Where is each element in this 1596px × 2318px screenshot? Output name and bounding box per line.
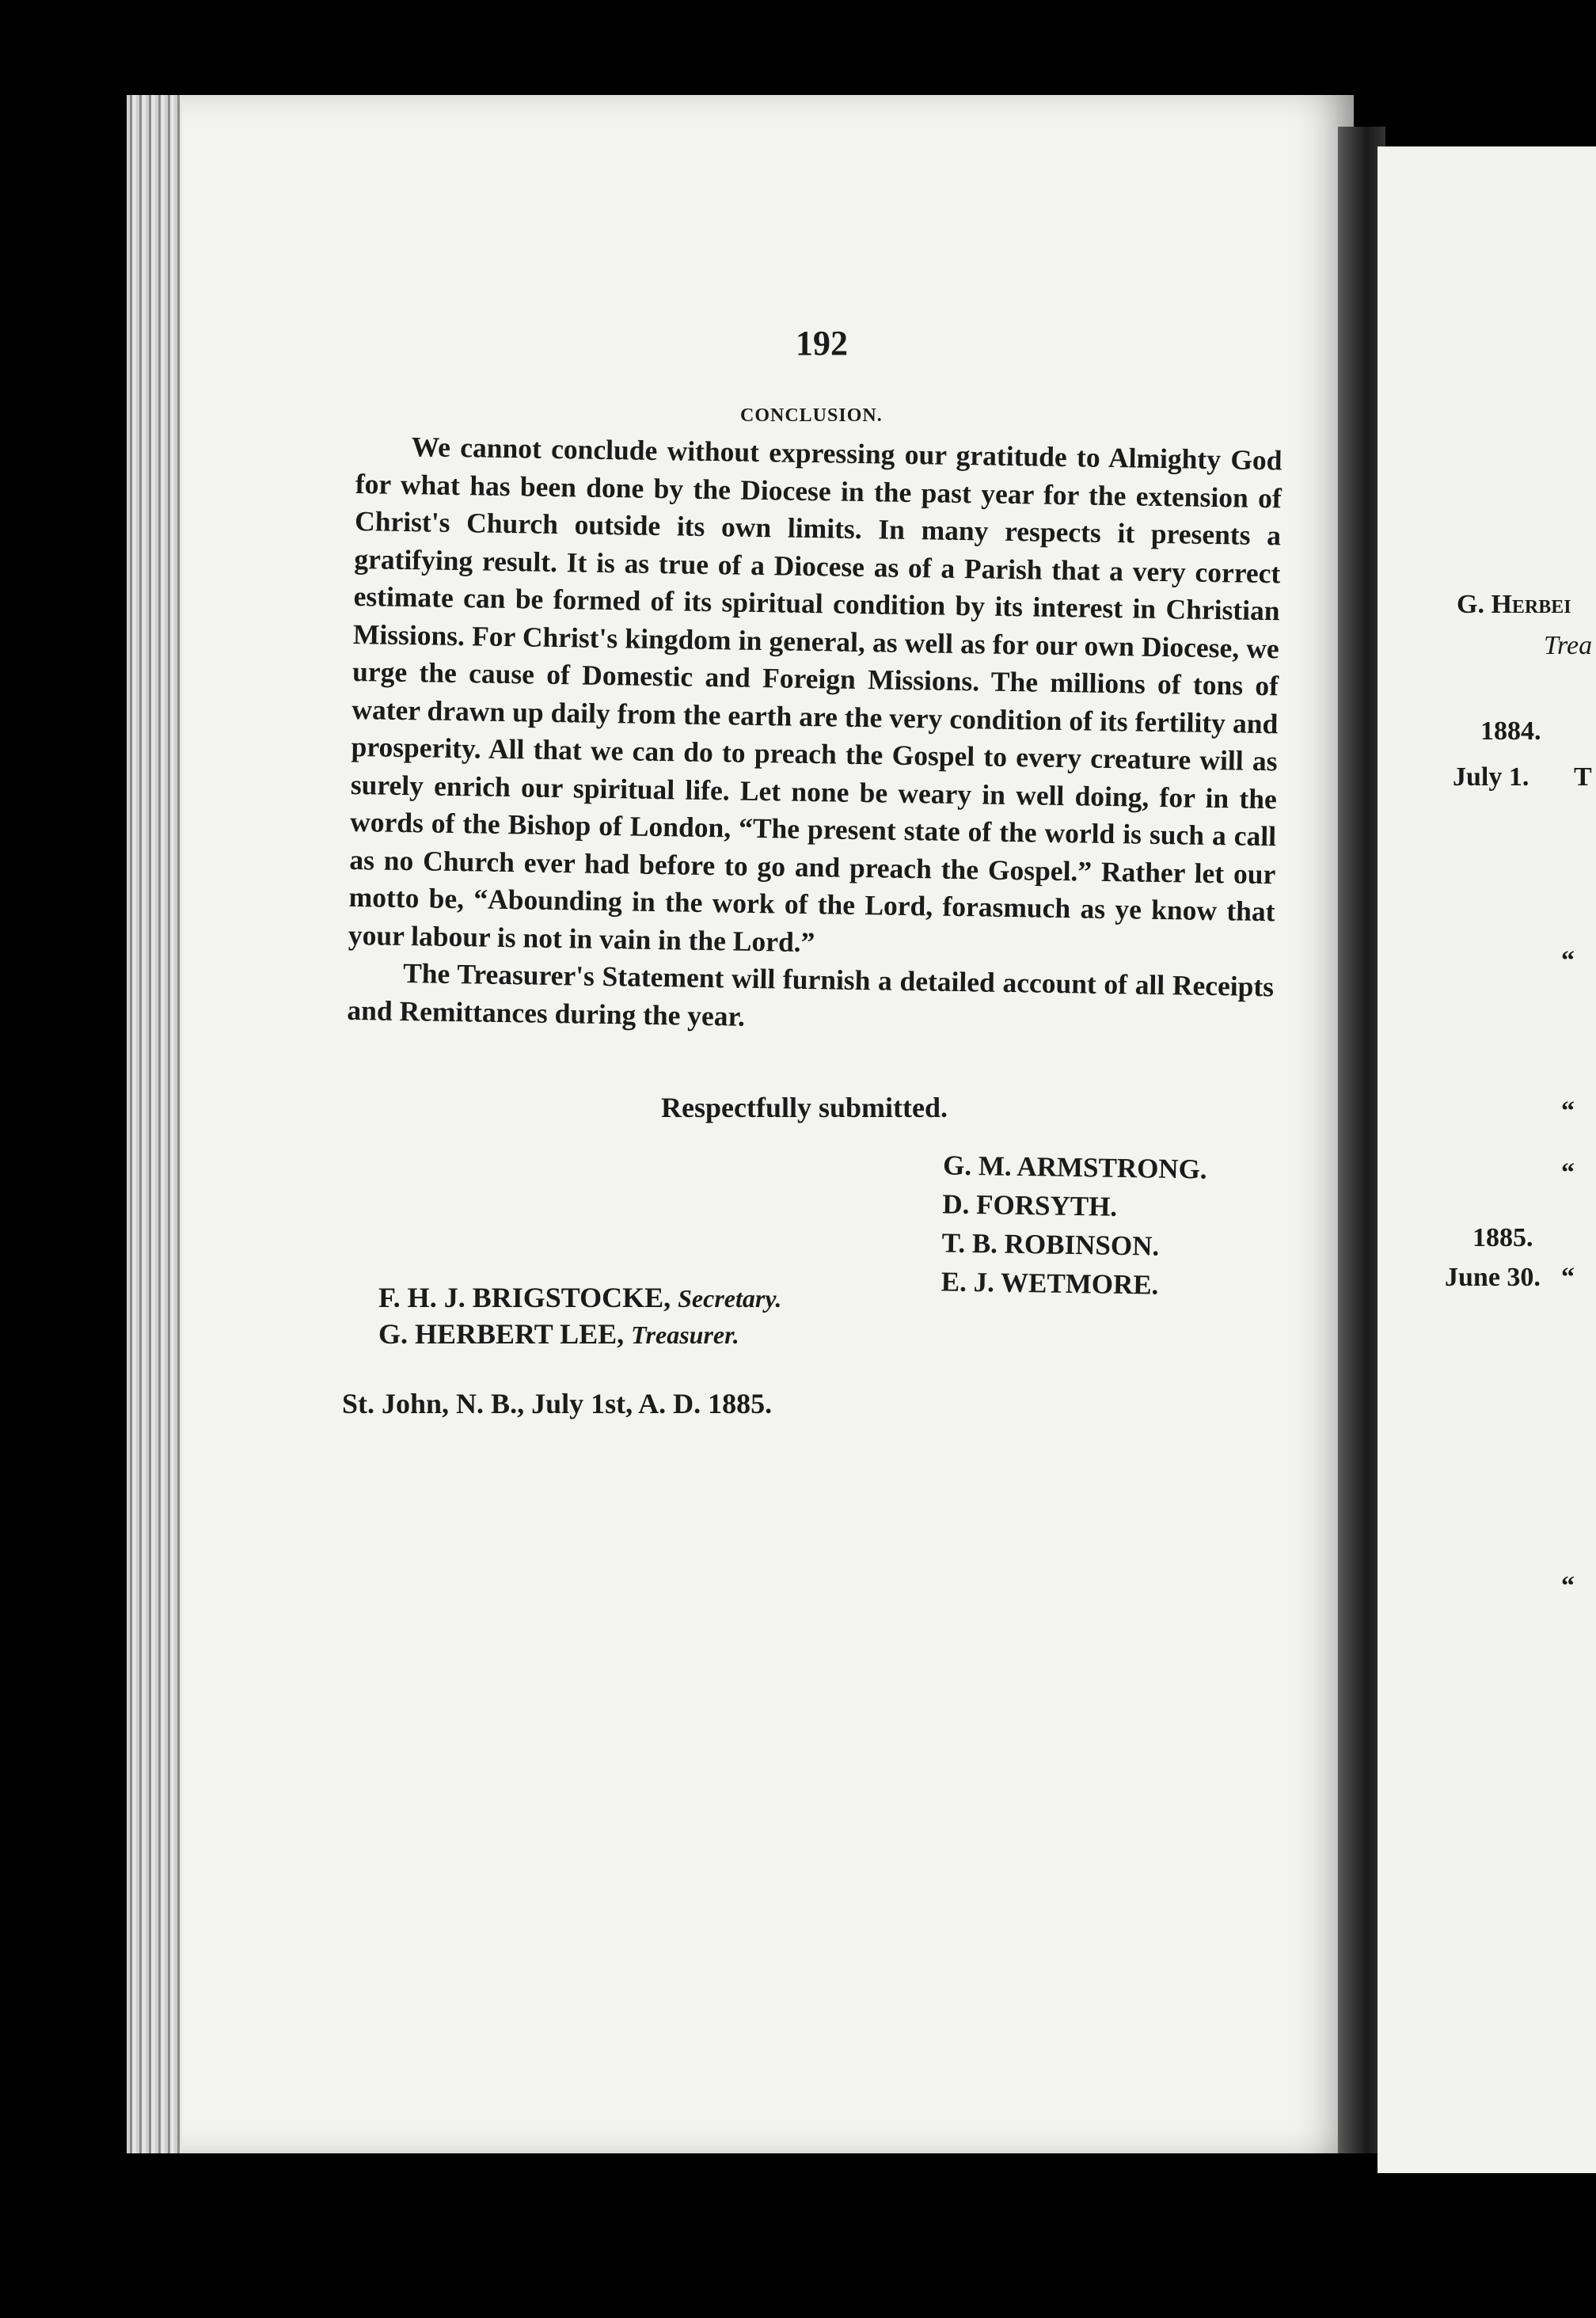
page-number: 192 <box>796 324 848 363</box>
officer-role: Secretary. <box>678 1284 782 1313</box>
adjacent-ditto: “ <box>1561 946 1575 975</box>
section-heading: CONCLUSION. <box>740 405 883 426</box>
adjacent-page-fragment <box>1378 146 1596 2173</box>
adjacent-ditto: “ <box>1561 1158 1575 1188</box>
signatory: D. FORSYTH. <box>942 1188 1118 1222</box>
adjacent-ditto: “ <box>1561 1263 1575 1292</box>
officer-name: F. H. J. BRIGSTOCKE, <box>378 1282 671 1313</box>
adjacent-name: G. Herbei <box>1457 590 1571 619</box>
adjacent-date: July 1. <box>1453 762 1530 792</box>
officer-secretary <box>378 1281 781 1314</box>
signatory: T. B. ROBINSON. <box>941 1227 1160 1262</box>
officer-name: G. HERBERT LEE, <box>378 1318 625 1350</box>
officer-treasurer <box>378 1317 739 1351</box>
paragraph-treasurer: The Treasurer's Statement will furnish a detailed account of all Receipts and Remittances during the year. <box>347 957 1275 1032</box>
signatory-list <box>940 1146 1207 1305</box>
adjacent-role: Trea <box>1544 631 1593 660</box>
main-page <box>182 95 1354 2153</box>
adjacent-year: 1884. <box>1480 716 1541 746</box>
adjacent-year: 1885. <box>1472 1223 1533 1252</box>
closing-line: Respectfully submitted. <box>661 1092 948 1123</box>
adjacent-date: June 30. <box>1445 1263 1541 1292</box>
adjacent-ditto: “ <box>1561 1571 1575 1601</box>
adjacent-ditto: “ <box>1561 1096 1575 1126</box>
signatory: E. J. WETMORE. <box>940 1266 1159 1301</box>
place-date: St. John, N. B., July 1st, A. D. 1885. <box>342 1388 773 1419</box>
officer-role: Treasurer. <box>631 1320 739 1349</box>
body-text <box>347 428 1282 1043</box>
adjacent-letter: T <box>1574 762 1592 792</box>
signatory: G. M. ARMSTRONG. <box>942 1150 1207 1185</box>
paragraph-conclusion: We cannot conclude without expressing our gratitude to Almighty God for what has been done by the Diocese in the past year for the extension of Christ's Church outside its own limits. In many respects it presents a gratifying result. It is as true of a Diocese as of a Parish that a very correct estimate can be formed of its spiritual condition by its interest in Christian Missions. For Christ's kingdom in general, as well as for our own Diocese, we urge the cause of Domestic and Foreign Missions. The millions of tons of water drawn up daily from the earth are the very condition of its fertility and prosperity. All that we can do to preach the Gospel to every creature will as surely enrich our spiritual life. Let none be weary in well doing, for in the words of the Bishop of London, “The present state of the world is such a call as no Church ever had before to go and preach the Gospel.” Rather let our motto be, “Abounding in the work of the Lord, forasmuch as ye know that your labour is not in vain in the Lord.” <box>348 431 1282 958</box>
